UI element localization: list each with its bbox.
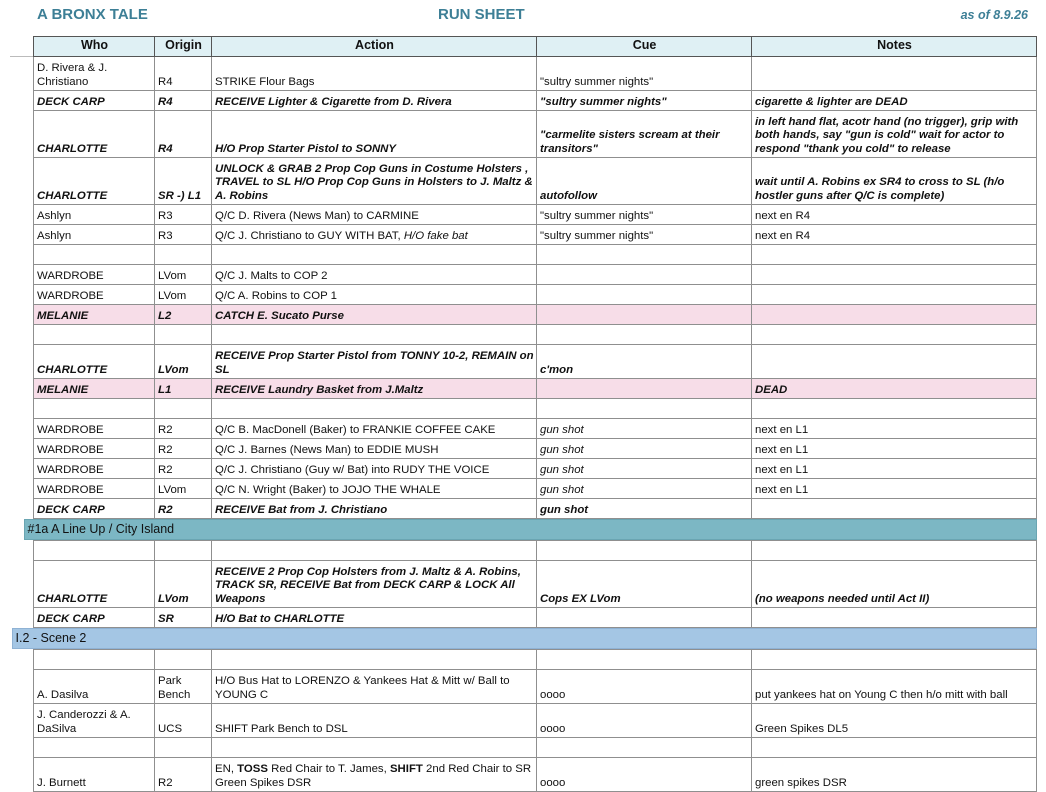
cell-action: H/O Prop Starter Pistol to SONNY [212,111,537,158]
show-title: A BRONX TALE [37,6,148,23]
cell-notes: next en L1 [752,479,1037,499]
cell-who: DECK CARP [34,608,155,628]
cell-cue [537,379,752,399]
cell-who: WARDROBE [34,479,155,499]
cell-notes [752,608,1037,628]
cell-origin: LVom [155,479,212,499]
cell-origin: R4 [155,57,212,91]
section-row [34,628,1037,650]
cell-notes: green spikes DSR [752,758,1037,792]
cell-notes [752,57,1037,91]
cell-cue: "sultry summer nights" [537,91,752,111]
cell-origin: L1 [155,379,212,399]
cell-cue: c'mon [537,345,752,379]
cell-origin: R4 [155,91,212,111]
cell-notes: next en R4 [752,205,1037,225]
cell-cue: "carmelite sisters scream at their transitors" [537,111,752,158]
table-row [34,459,1037,479]
empty-row [34,245,1037,265]
cell-origin: R3 [155,225,212,245]
cell-who: WARDROBE [34,265,155,285]
table-row [34,608,1037,628]
cell-who: WARDROBE [34,459,155,479]
cell-origin: R2 [155,758,212,792]
cell-who: WARDROBE [34,419,155,439]
run-sheet-table [15,36,1037,792]
cell-action: RECEIVE 2 Prop Cop Holsters from J. Maltz & A. Robins, TRACK SR, RECEIVE Bat from DECK CARP & LOCK All Weapons [212,561,537,608]
table-row [34,225,1037,245]
cell-who: CHARLOTTE [34,158,155,205]
cell-who: MELANIE [34,305,155,325]
cell-origin: R2 [155,439,212,459]
cell-notes [752,345,1037,379]
cell-who: WARDROBE [34,439,155,459]
cell-origin: SR [155,608,212,628]
cell-notes [752,265,1037,285]
table-row [34,670,1037,704]
cell-origin: SR -) L1 [155,158,212,205]
cell-action: Q/C A. Robins to COP 1 [212,285,537,305]
section-header-line-up: #1a A Line Up / City Island [24,519,1037,540]
cell-action [212,225,537,245]
table-row [34,439,1037,459]
cell-who: Ashlyn [34,205,155,225]
cell-notes: next en L1 [752,459,1037,479]
table-row [34,499,1037,519]
cell-who: A. Dasilva [34,670,155,704]
cell-cue [537,608,752,628]
cell-who: J. Canderozzi & A. DaSilva [34,704,155,738]
cell-notes: in left hand flat, acotr hand (no trigger), grip with both hands, say "gun is cold" wait for actor to respond "thank you cold" to release [752,111,1037,158]
empty-row [34,541,1037,561]
cell-cue: "sultry summer nights" [537,205,752,225]
cell-notes: next en R4 [752,225,1037,245]
cell-who: DECK CARP [34,499,155,519]
cell-action: Q/C N. Wright (Baker) to JOJO THE WHALE [212,479,537,499]
cell-origin: LVom [155,265,212,285]
cell-cue: gun shot [537,499,752,519]
cell-origin: R2 [155,499,212,519]
action-verb: SHIFT [389,763,423,775]
table-row [34,205,1037,225]
column-header-cue: Cue [537,37,752,57]
cell-notes: next en L1 [752,439,1037,459]
empty-row [34,399,1037,419]
cell-origin: LVom [155,285,212,305]
cell-cue: oooo [537,704,752,738]
action-text: Red Chair to T. James, [267,763,390,775]
cell-notes [752,499,1037,519]
cell-notes [752,305,1037,325]
table-row [34,704,1037,738]
table-row [34,111,1037,158]
table-row [34,758,1037,792]
cell-cue: gun shot [537,479,752,499]
cell-origin: L2 [155,305,212,325]
cell-action: UNLOCK & GRAB 2 Prop Cop Guns in Costume Holsters , TRAVEL to SL H/O Prop Cop Guns in Holsters to J. Maltz & A. Robins [212,158,537,205]
cell-action: Q/C B. MacDonell (Baker) to FRANKIE COFFEE CAKE [212,419,537,439]
cell-cue: Cops EX LVom [537,561,752,608]
cell-action: Q/C D. Rivera (News Man) to CARMINE [212,205,537,225]
cell-cue: autofollow [537,158,752,205]
cell-notes: DEAD [752,379,1037,399]
cell-who: WARDROBE [34,285,155,305]
cell-origin: Park Bench [155,670,212,704]
cell-action: SHIFT Park Bench to DSL [212,704,537,738]
action-note: H/O fake bat [403,229,468,242]
cell-notes: wait until A. Robins ex SR4 to cross to SL (h/o hostler guns after Q/C is complete) [752,158,1037,205]
cell-notes [752,285,1037,305]
cell-who: CHARLOTTE [34,561,155,608]
column-header-notes: Notes [752,37,1037,57]
cell-action: H/O Bat to CHARLOTTE [212,608,537,628]
as-of-date: as of 8.9.26 [960,8,1028,22]
cell-who: MELANIE [34,379,155,399]
cell-action: Q/C J. Malts to COP 2 [212,265,537,285]
table-row [34,419,1037,439]
cell-action: H/O Bus Hat to LORENZO & Yankees Hat & Mitt w/ Ball to YOUNG C [212,670,537,704]
cell-who: Ashlyn [34,225,155,245]
table-row [34,479,1037,499]
table-row [34,285,1037,305]
cell-cue [537,285,752,305]
cell-cue: gun shot [537,419,752,439]
cell-origin: R3 [155,205,212,225]
cell-origin: LVom [155,345,212,379]
column-header-who: Who [34,37,155,57]
action-text: EN, [215,763,238,775]
table-row [34,57,1037,91]
column-header-row [34,37,1037,57]
column-header-action: Action [212,37,537,57]
section-header-scene-2: I.2 - Scene 2 [12,628,1037,649]
cell-who: J. Burnett [34,758,155,792]
cell-action: RECEIVE Bat from J. Christiano [212,499,537,519]
cell-origin: LVom [155,561,212,608]
cell-who: CHARLOTTE [34,345,155,379]
cell-action: CATCH E. Sucato Purse [212,305,537,325]
table-row [34,345,1037,379]
table-row [34,91,1037,111]
cell-action: Q/C J. Christiano (Guy w/ Bat) into RUDY THE VOICE [212,459,537,479]
cell-cue: "sultry summer nights" [537,57,752,91]
row-guide-line [10,56,34,57]
cell-action: Q/C J. Barnes (News Man) to EDDIE MUSH [212,439,537,459]
action-text: 2nd Red Chair to SR Green Spikes DSR [215,763,532,789]
cell-cue [537,305,752,325]
cell-notes: cigarette & lighter are DEAD [752,91,1037,111]
cell-action [212,758,537,792]
empty-row [34,738,1037,758]
cell-action: RECEIVE Prop Starter Pistol from TONNY 10-2, REMAIN on SL [212,345,537,379]
cell-who: D. Rivera & J. Christiano [34,57,155,91]
cell-action: STRIKE Flour Bags [212,57,537,91]
empty-row [34,325,1037,345]
table-row-highlighted [34,305,1037,325]
cell-cue: gun shot [537,459,752,479]
cell-who: DECK CARP [34,91,155,111]
column-header-origin: Origin [155,37,212,57]
cell-notes: Green Spikes DL5 [752,704,1037,738]
cell-notes: next en L1 [752,419,1037,439]
cell-cue: gun shot [537,439,752,459]
cell-cue [537,265,752,285]
action-text: Q/C J. Christiano to GUY WITH BAT, [215,229,404,242]
table-row-highlighted [34,379,1037,399]
cell-notes: (no weapons needed until Act II) [752,561,1037,608]
cell-cue: oooo [537,670,752,704]
sheet-title: RUN SHEET [438,6,525,23]
cell-action: RECEIVE Laundry Basket from J.Maltz [212,379,537,399]
cell-origin: R2 [155,419,212,439]
table-row [34,265,1037,285]
cell-cue: "sultry summer nights" [537,225,752,245]
cell-origin: R2 [155,459,212,479]
cell-origin: R4 [155,111,212,158]
cell-action: RECEIVE Lighter & Cigarette from D. Rivera [212,91,537,111]
cell-who: CHARLOTTE [34,111,155,158]
action-verb: TOSS [237,763,268,775]
empty-row [34,650,1037,670]
cell-origin: UCS [155,704,212,738]
cell-cue: oooo [537,758,752,792]
cell-notes: put yankees hat on Young C then h/o mitt with ball [752,670,1037,704]
table-row [34,561,1037,608]
table-row [34,158,1037,205]
section-row [34,519,1037,541]
